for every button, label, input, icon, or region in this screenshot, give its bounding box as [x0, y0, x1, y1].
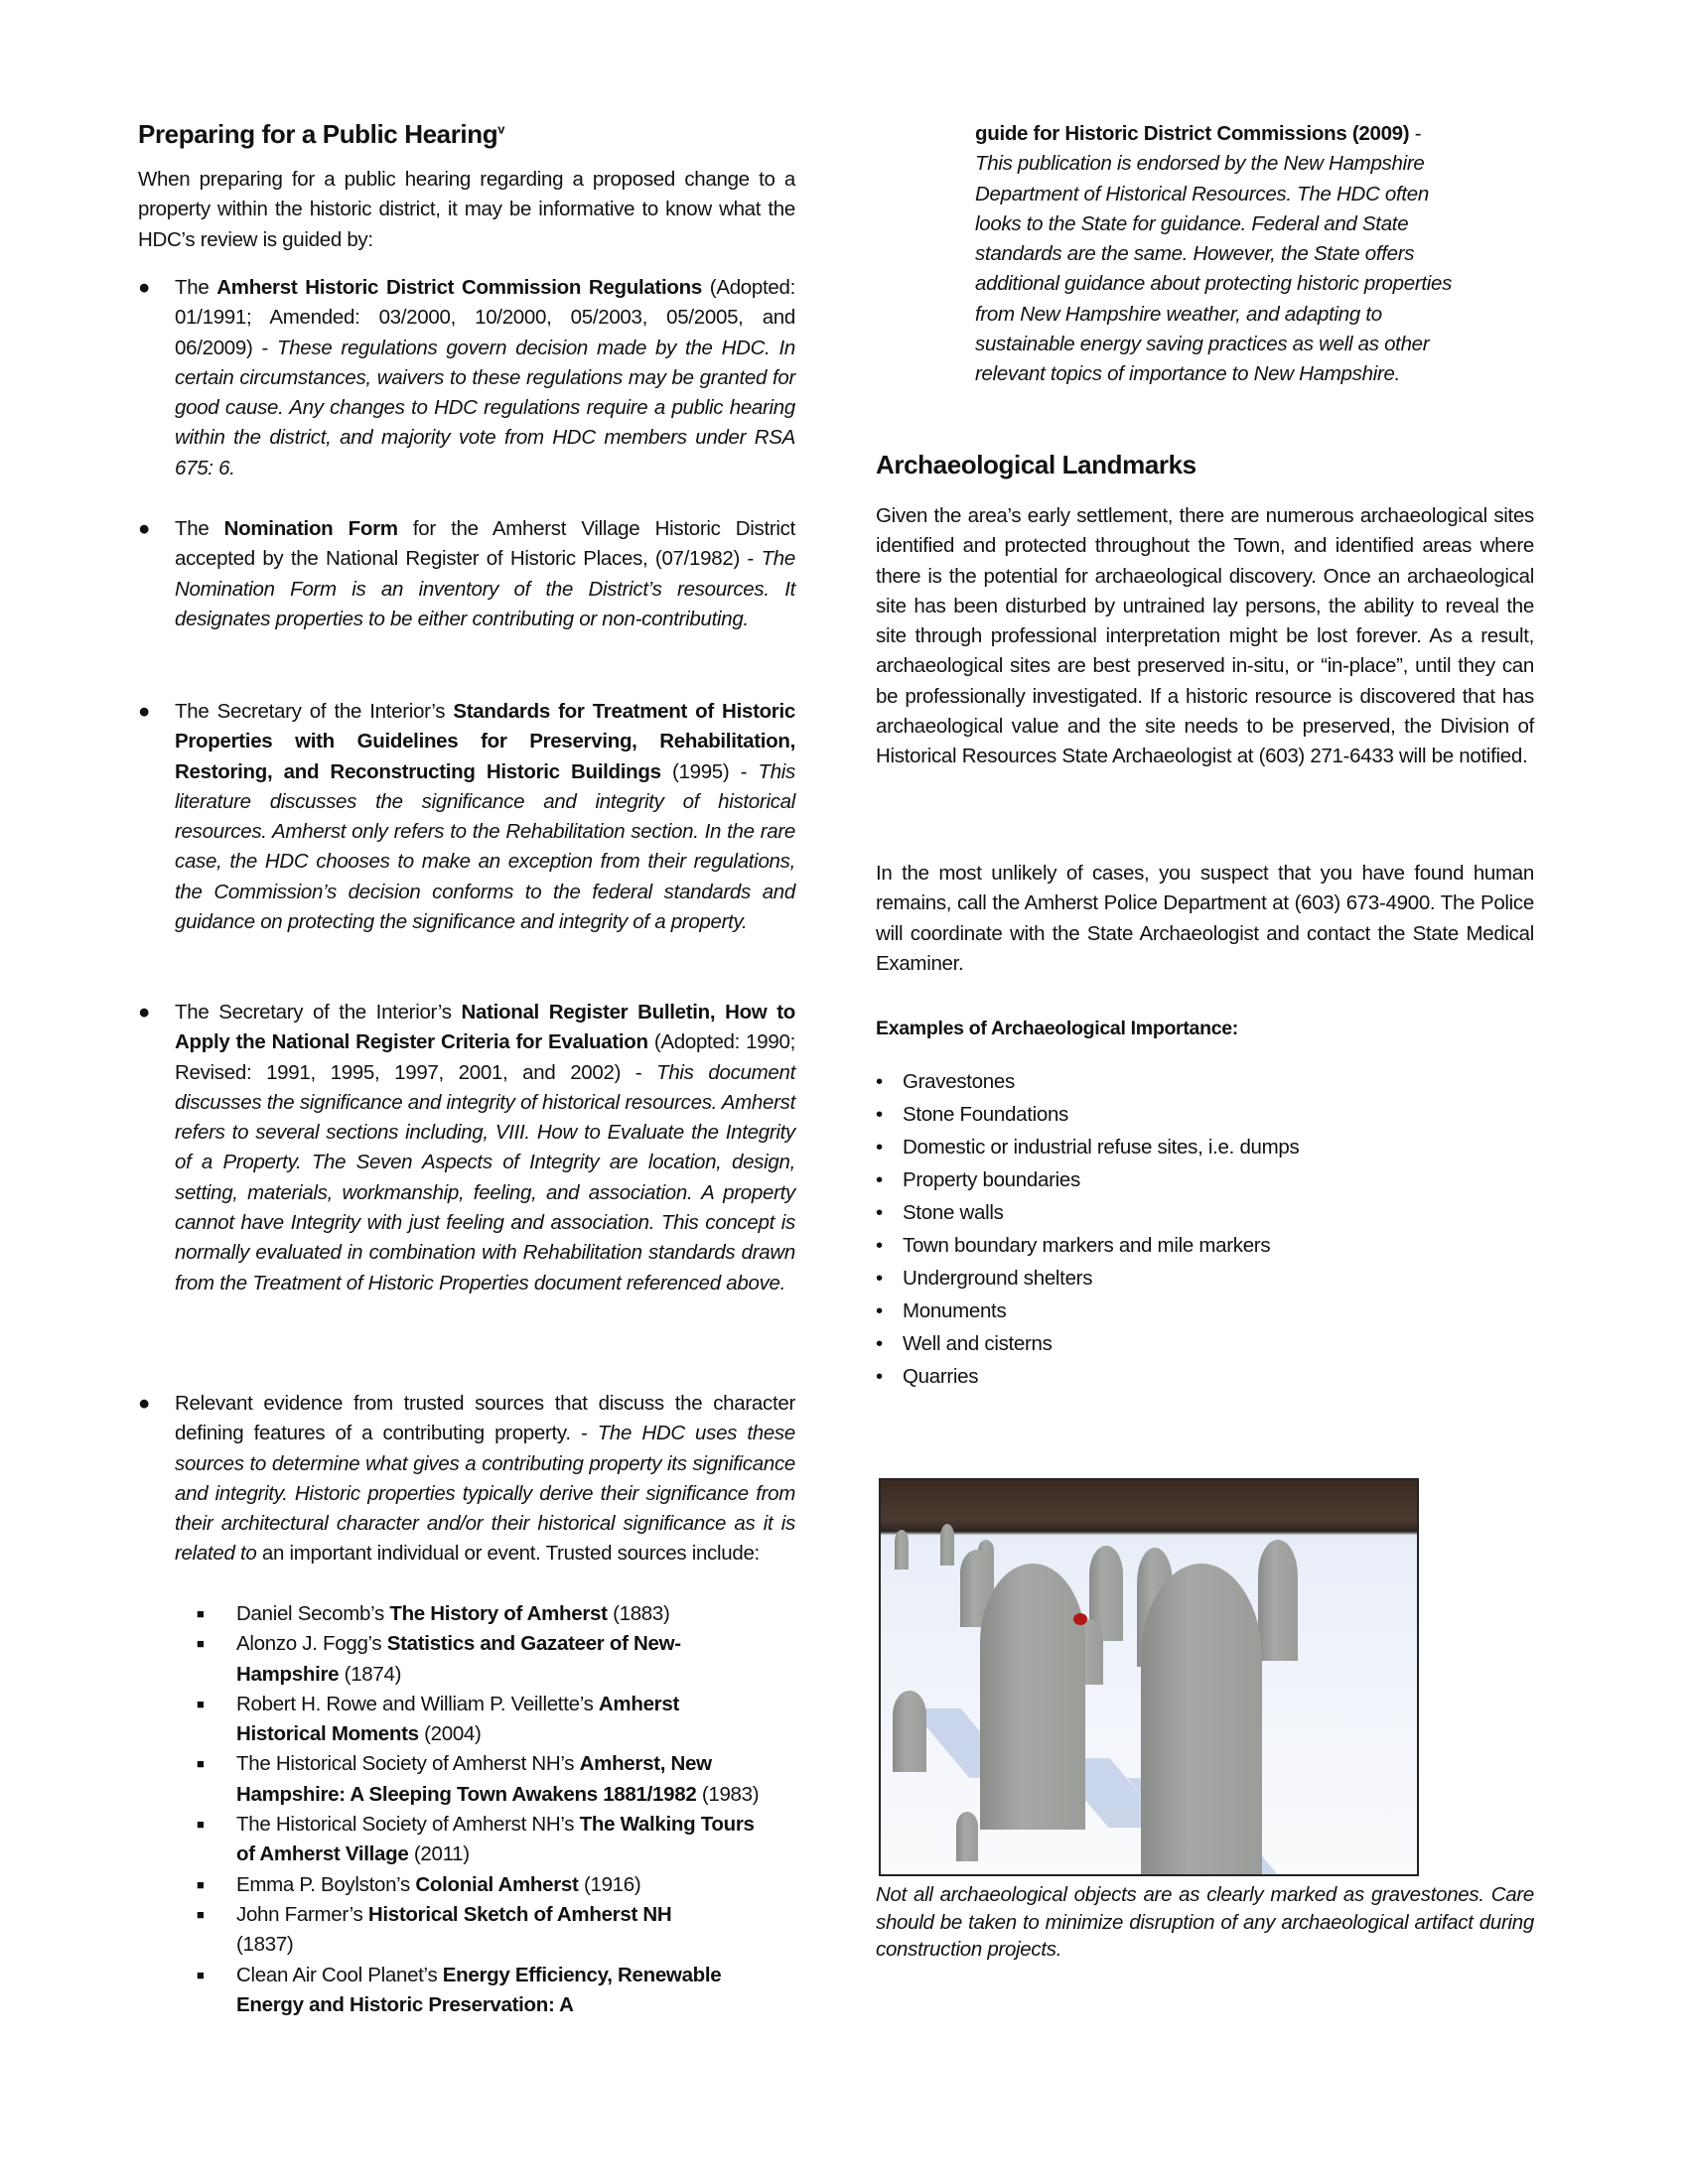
source-item: ■ Robert H. Rowe and William P. Veillette’s Amherst Historical Moments (2004) — [197, 1692, 679, 1746]
source-item: ■ Daniel Secomb’s The History of Amherst (1883) — [197, 1602, 670, 1625]
guide-item-nomination-form: ● The Nomination Form for the Amherst Village Historic District accepted by the National Register of Historic Places, (07/1982) - The Nomination Form is an inventory of the District’s resources. It designates properties to be either contributing or non-contributing. — [175, 514, 795, 634]
example-item: • Domestic or industrial refuse sites, i.e. dumps — [876, 1131, 1531, 1163]
guide-continuation: guide for Historic District Commissions (2009) - This publication is endorsed by the New Hampshire Department of Historical Resources. The HDC often looks to the State for guidance. Federal and State standards are the same. However, the State offers additional guidance about protecting historic properties from New Hampshire weather, and adapting to sustainable energy saving practices as well as other relevant topics of importance to New Hampshire. — [975, 122, 1453, 386]
guide-item-trusted-sources: ● Relevant evidence from trusted sources that discuss the character defining features of a contributing property. - The HDC uses these sources to determine what gives a contributing property its significance and integrity. Historic properties typically derive their significance from their architectural character and/or their historical significance as it is related to an important individual or event. Trusted sources include: — [175, 1389, 795, 1570]
source-item: ■ Alonzo J. Fogg’s Statistics and Gazateer of New-Hampshire (1874) — [197, 1632, 681, 1686]
archaeology-paragraph-1: Given the area’s early settlement, there are numerous archaeological sites identified and protected throughout the Town, and identified areas where there is the potential for archaeological discovery. Once an archaeological site has been disturbed by untrained lay persons, the ability to reveal the site through professional interpretation might be lost forever. As a result, archaeological sites are best preserved in-situ, or “in-place”, until they can be professionally investigated. If a historic resource is discovered that has archaeological value and the site needs to be preserved, the Division of Historical Resources State Archaeologist at (603) 271-6433 will be notified. — [876, 504, 1534, 768]
intro-paragraph: When preparing for a public hearing regarding a proposed change to a property within the historic district, it may be informative to know what the HDC’s review is guided by: — [138, 168, 795, 251]
section-heading-archaeological: Archaeological Landmarks — [876, 450, 1196, 479]
gravestones-photo — [879, 1478, 1419, 1876]
source-item: ■ The Historical Society of Amherst NH’s The Walking Tours of Amherst Village (2011) — [197, 1813, 755, 1866]
source-item: ■ The Historical Society of Amherst NH’s Amherst, New Hampshire: A Sleeping Town Awakens 1881/1982 (1983) — [197, 1752, 760, 1806]
bullet-icon: ● — [138, 1392, 151, 1415]
example-item: • Property boundaries — [876, 1163, 1531, 1196]
examples-list — [876, 1065, 1531, 1393]
bullet-icon: ● — [138, 517, 151, 540]
section-heading-public-hearing: Preparing for a Public Hearing$^v$ — [138, 119, 505, 149]
archaeology-paragraph-2: In the most unlikely of cases, you suspect that you have found human remains, call the Amherst Police Department at (603) 673-4900. The Police will coordinate with the State Archaeologist and contact the State Medical Examiner. — [876, 862, 1534, 975]
example-item: • Underground shelters — [876, 1262, 1531, 1295]
example-item: • Monuments — [876, 1295, 1531, 1327]
example-item: • Gravestones — [876, 1065, 1531, 1098]
flower-icon — [1073, 1613, 1087, 1625]
example-item: • Well and cisterns — [876, 1327, 1531, 1360]
bullet-icon: ● — [138, 700, 151, 723]
guide-item-bulletin: ● The Secretary of the Interior’s National Register Bulletin, How to Apply the National Register Criteria for Evaluation (Adopted: 1990; Revised: 1991, 1995, 1997, 2001, and 2002) - This document discusses the significance and integrity of historical resources. Amherst refers to several sections including, VIII. How to Evaluate the Integrity of a Property. The Seven Aspects of Integrity are location, design, setting, materials, workmanship, feeling, and association. A property cannot have Integrity with just feeling and association. This concept is normally evaluated in combination with Rehabilitation standards drawn from the Treatment of Historic Properties document referenced above. — [175, 998, 795, 1298]
source-item: ■ John Farmer’s Historical Sketch of Amherst NH (1837) — [197, 1902, 672, 1957]
example-item: • Stone walls — [876, 1196, 1531, 1229]
photo-caption: Not all archaeological objects are as clearly marked as gravestones. Care should be taken to minimize disruption of any archaeological artifact during construction projects. — [876, 1883, 1534, 1961]
examples-heading: Examples of Archaeological Importance: — [876, 1018, 1238, 1039]
guide-item-regulations: ● The Amherst Historic District Commission Regulations (Adopted: 01/1991; Amended: 03/2000, 10/2000, 05/2003, 05/2005, and 06/2009) - These regulations govern decision made by the HDC. In certain circumstances, waivers to these regulations may be granted for good cause. Any changes to HDC regulations require a public hearing within the district, and majority vote from HDC members under RSA 675: 6. — [175, 273, 795, 483]
bullet-icon: ● — [138, 276, 151, 299]
bullet-icon: ● — [138, 1001, 151, 1024]
guide-item-standards: ● The Secretary of the Interior’s Standards for Treatment of Historic Properties with Guidelines for Preserving, Rehabilitation, Restoring, and Reconstructing Historic Buildings (1995) - This literature discusses the significance and integrity of historical resources. Amherst only refers to the Rehabilitation section. In the rare case, the HDC chooses to make an exception from their regulations, the Commission’s decision conforms to the federal standards and guidance on protecting the significance and integrity of a property. — [175, 697, 795, 937]
example-item: • Stone Foundations — [876, 1098, 1531, 1131]
source-item: ■ Emma P. Boylston’s Colonial Amherst (1916) — [197, 1872, 641, 1896]
trusted-sources-list — [197, 1599, 792, 2020]
source-item: ■ Clean Air Cool Planet’s Energy Efficiency, Renewable Energy and Historic Preservation: A — [197, 1963, 722, 2016]
example-item: • Town boundary markers and mile markers — [876, 1229, 1531, 1262]
example-item: • Quarries — [876, 1360, 1531, 1393]
